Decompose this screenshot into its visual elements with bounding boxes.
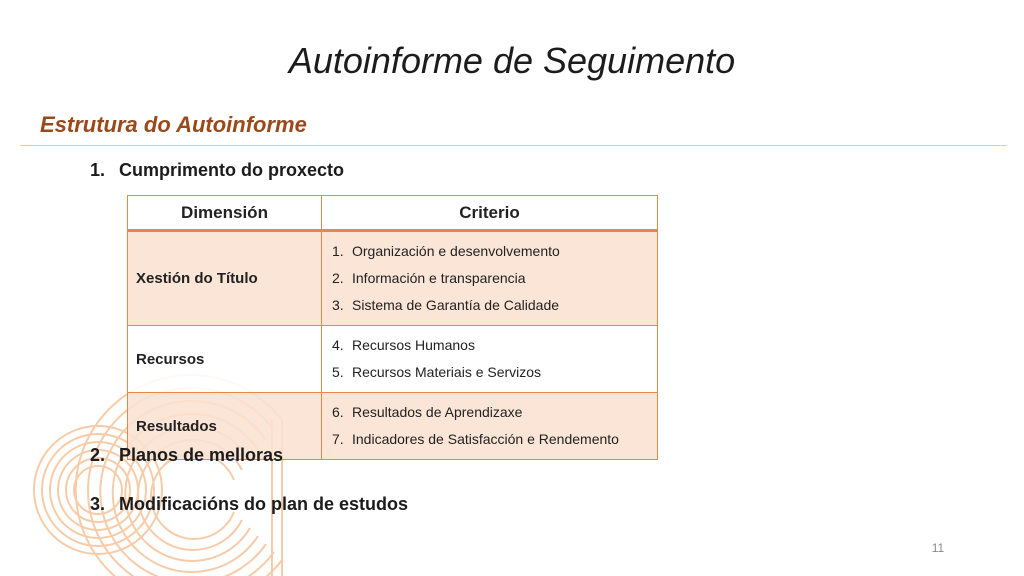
criterion-text: Indicadores de Satisfacción e Rendemento [352,431,619,447]
criteria-cell [322,393,658,460]
list-item-label: Modificacións do plan de estudos [119,494,409,514]
criterion-text: Sistema de Garantía de Calidade [352,297,560,313]
criterion-item [332,332,657,359]
criterion-number: 5. [332,364,344,380]
dimension-cell: Resultados [128,393,322,460]
criterion-item [332,399,657,426]
dimension-cell: Xestión do Título [128,231,322,326]
criterion-number: 3. [332,297,344,313]
list-item-1 [90,160,344,181]
list-item-2 [90,445,283,466]
criteria-cell [322,231,658,326]
criterion-text: Organización e desenvolvemento [352,243,560,259]
criterion-item [332,265,657,292]
criterion-text: Resultados de Aprendizaxe [352,404,523,420]
slide-title: Autoinforme de Seguimento [288,40,736,81]
column-header-dimension: Dimensión [128,196,322,231]
column-header-criterio: Criterio [322,196,658,231]
list-item-label: Planos de melloras [119,445,284,465]
dimension-cell: Recursos [128,326,322,393]
criterion-item [332,426,657,453]
criterion-text: Información e transparencia [352,270,526,286]
list-item-label: Cumprimento do proxecto [119,160,345,180]
criterion-item [332,359,657,386]
criterion-number: 4. [332,337,344,353]
criterion-number: 2. [332,270,344,286]
table-row [128,231,658,326]
criterion-number: 1. [332,243,344,259]
list-item-number: 1. [90,160,106,180]
criterion-text: Recursos Materiais e Servizos [352,364,542,380]
table-row [128,326,658,393]
criterion-text: Recursos Humanos [352,337,475,353]
page-number: 11 [931,541,945,555]
criteria-table [127,195,658,460]
list-item-number: 2. [90,445,106,465]
section-subtitle: Estrutura do Autoinforme [40,112,307,137]
criteria-cell [322,326,658,393]
list-item-number: 3. [90,494,106,514]
criterion-item [332,292,657,319]
criterion-number: 7. [332,431,344,447]
list-item-3 [90,494,408,515]
criterion-number: 6. [332,404,344,420]
criterion-item [332,238,657,265]
divider-line [20,145,1007,146]
table-header-row [128,196,658,231]
